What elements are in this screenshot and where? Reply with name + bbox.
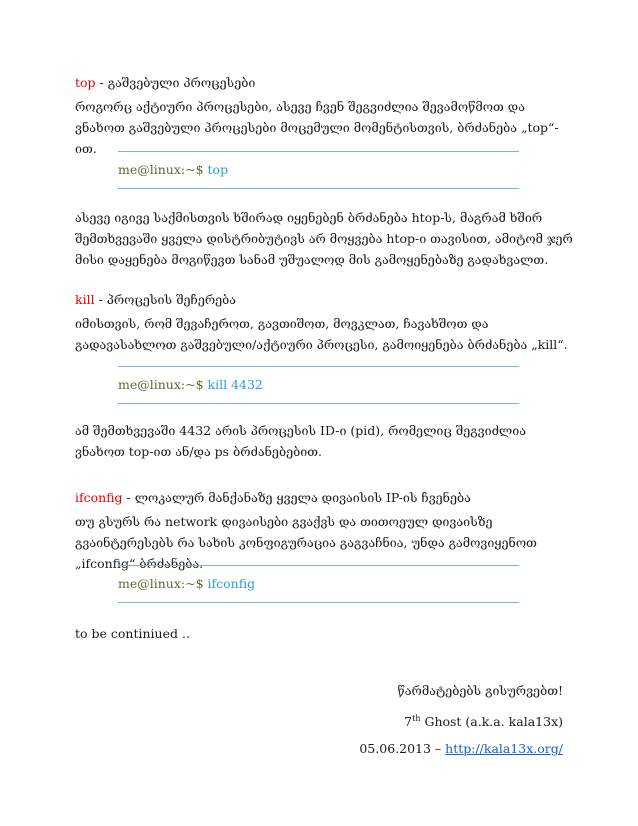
signature-date: 05.06.2013 –: [359, 741, 442, 756]
section-note: ამ შემთხვევაში 4432 არის პროცესის ID-ი (pid), რომელიც შეგვიძლია ვნახოთ top-ით ან/და ps ბრძანებებით.: [75, 423, 526, 459]
code-block: [118, 151, 519, 189]
section-title-ifconfig: [75, 490, 575, 506]
section-title-text: - პროცესის შეჩერება: [94, 292, 237, 307]
shell-command: kill 4432: [207, 377, 263, 392]
section-title-kill: [75, 292, 575, 308]
code-block: [118, 565, 519, 603]
author-website-link[interactable]: http://kala13x.org/: [445, 741, 563, 756]
command-name: ifconfig: [75, 490, 123, 505]
shell-command: top: [207, 162, 229, 177]
section-title-top: [75, 75, 575, 91]
section-title-text: - გაშვებული პროცესები: [95, 75, 256, 90]
continued-note: to be continiued ..: [75, 626, 190, 641]
shell-prompt: me@linux:~$: [118, 377, 204, 392]
signature-date-line: [359, 741, 563, 757]
author-suffix: th: [412, 714, 421, 723]
section-note: ასევე იგივე საქმისთვის ხშირად იყენებენ ბრძანება htop-ს, მაგრამ ხშირ შემთხვევაში ყველა დისტრიბუტივს არ მოყვება htop-ი თავისით, ამიტომ ჯერ მისი დაყენება მოგიწევთ სანამ უშუალოდ მის გამოყენებაზე გადახვალთ.: [75, 210, 573, 267]
shell-prompt: me@linux:~$: [118, 162, 204, 177]
section-paragraph: იმისთვის, რომ შევაჩეროთ, გავთიშოთ, მოვკლათ, ჩავახშოთ და გადავასახლოთ გაშვებული/აქტიური პროცესი, გამოიყენება ბრძანება „kill“.: [75, 316, 568, 352]
code-block: [118, 366, 519, 404]
command-name: kill: [75, 292, 95, 307]
signature-author: [404, 711, 563, 730]
author-number: 7: [404, 714, 413, 730]
shell-prompt: me@linux:~$: [118, 576, 204, 591]
signature-wish: წარმატებებს გისურვებთ!: [397, 683, 563, 698]
section-paragraph: თუ გსურს რა network დივაისები გვაქვს და თითოეულ დივაისზე გვაინტერესებს რა სახის კონფიგურაცია გაგვაჩნია, უნდა გამოვიყენოთ „ifconfig“ ბრძანება.: [75, 514, 537, 571]
section-paragraph: როგორც აქტიური პროცესები, ასევე ჩვენ შეგვიძლია შევამოწმოთ და ვნახოთ გაშვებული პროცესები მოცემული მომენტისთვის, ბრძანება „top“-ით.: [75, 99, 559, 156]
section-title-text: - ლოკალურ მანქანაზე ყველა დივაისის IP-ის ჩვენება: [122, 490, 471, 505]
author-name: Ghost (a.k.a. kala13x): [420, 714, 563, 730]
shell-command: ifconfig: [207, 576, 256, 591]
command-name: top: [75, 75, 96, 90]
